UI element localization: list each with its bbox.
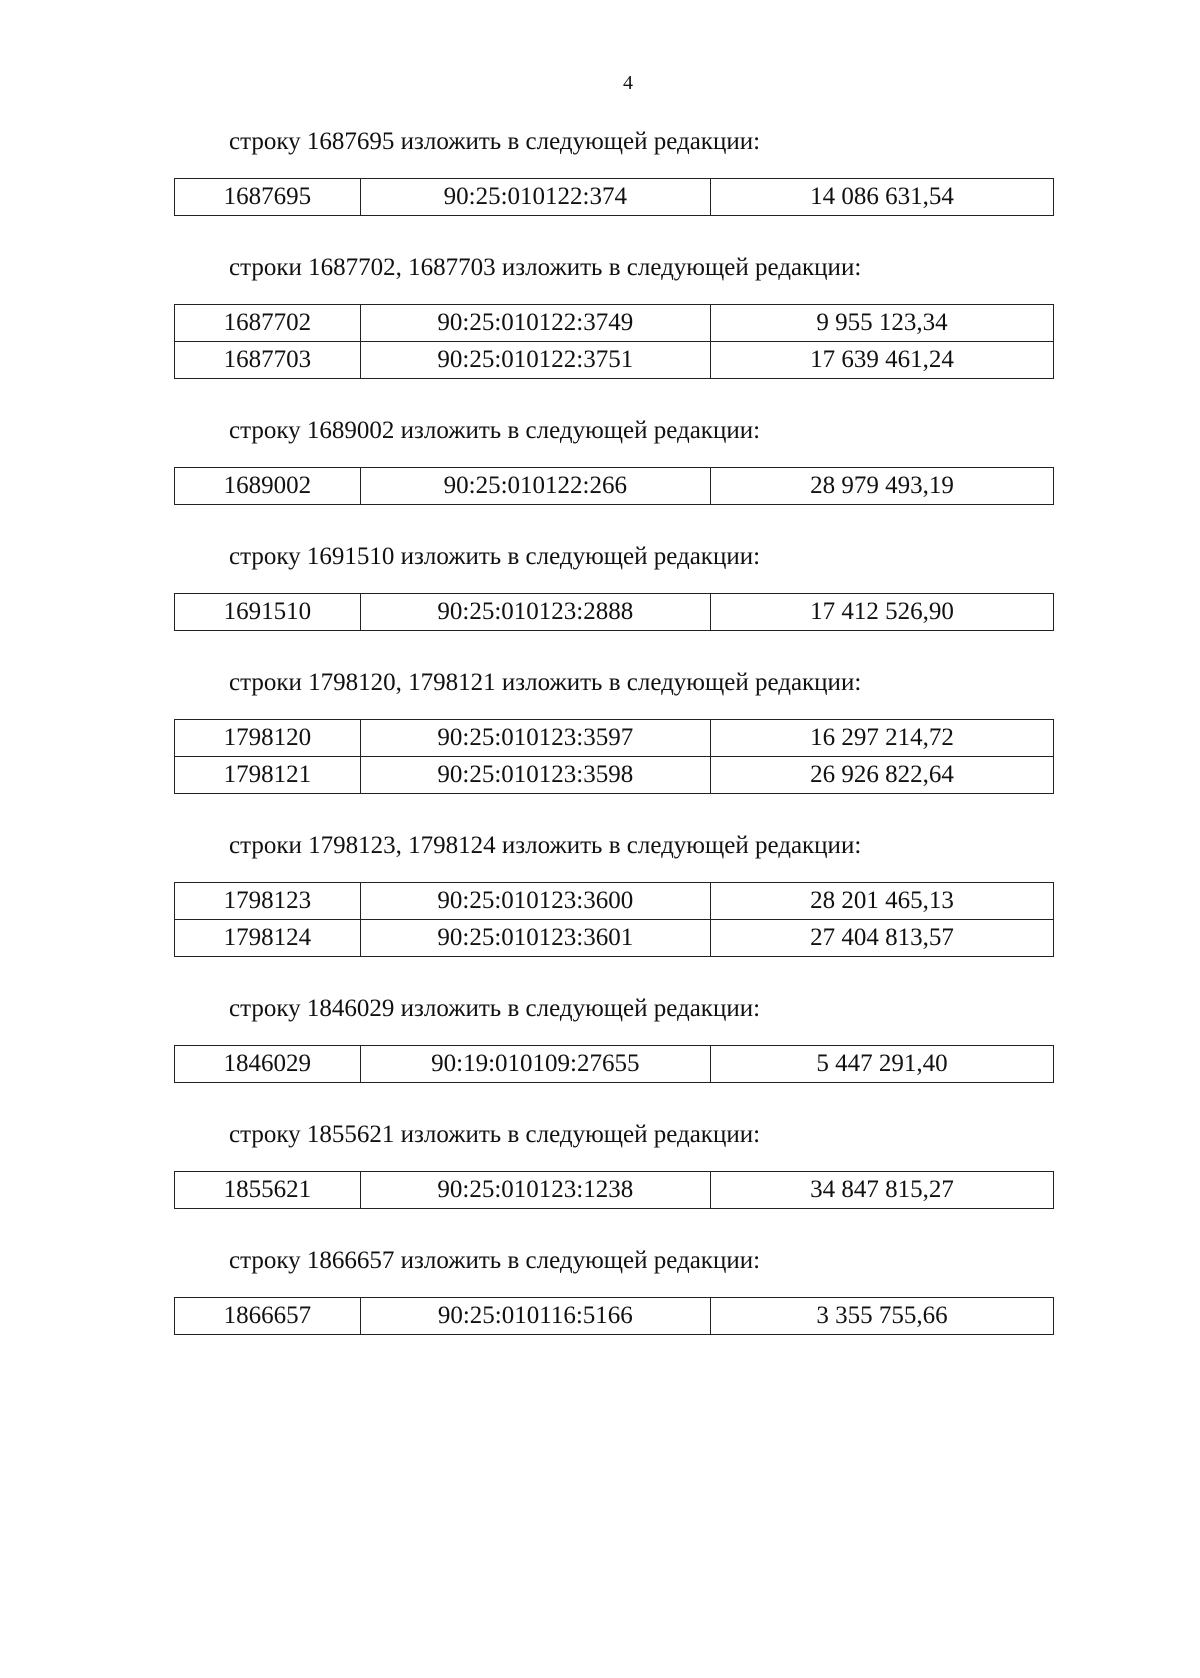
cadastral-number-cell: 90:25:010123:3601 (360, 920, 710, 957)
cadastral-number-cell: 90:25:010122:3749 (360, 305, 710, 342)
row-number-cell: 1855621 (175, 1172, 361, 1209)
amendment-section (0, 246, 1200, 379)
cadastral-number-cell: 90:25:010123:1238 (360, 1172, 710, 1209)
amendment-intro: строки 1798120, 1798121 изложить в следующей редакции: (229, 669, 862, 696)
cadastral-number-cell: 90:25:010116:5166 (360, 1298, 710, 1335)
row-number-cell: 1689002 (175, 468, 361, 505)
row-number-cell: 1798120 (175, 720, 361, 757)
amendment-intro: строку 1687695 изложить в следующей редакции: (229, 128, 761, 155)
amendment-table (174, 1297, 1054, 1335)
amendment-section (0, 987, 1200, 1083)
amendment-intro: строку 1689002 изложить в следующей редакции: (229, 417, 761, 444)
amendment-table (174, 719, 1054, 794)
amendment-table (174, 593, 1054, 631)
table-row (175, 1046, 1054, 1083)
amendment-table (174, 304, 1054, 379)
cadastral-value-cell: 9 955 123,34 (711, 305, 1054, 342)
table-row (175, 920, 1054, 957)
row-number-cell: 1687695 (175, 179, 361, 216)
cadastral-number-cell: 90:25:010123:3600 (360, 883, 710, 920)
cadastral-number-cell: 90:25:010123:3598 (360, 757, 710, 794)
table-row (175, 342, 1054, 379)
table-row (175, 468, 1054, 505)
amendment-table (174, 1045, 1054, 1083)
table-row (175, 720, 1054, 757)
table-row (175, 757, 1054, 794)
amendment-table (174, 882, 1054, 957)
row-number-cell: 1866657 (175, 1298, 361, 1335)
amendment-section (0, 535, 1200, 631)
cadastral-value-cell: 26 926 822,64 (711, 757, 1054, 794)
amendment-section (0, 409, 1200, 505)
amendment-intro: строку 1866657 изложить в следующей редакции: (229, 1247, 761, 1274)
row-number-cell: 1691510 (175, 594, 361, 631)
cadastral-value-cell: 3 355 755,66 (711, 1298, 1054, 1335)
cadastral-value-cell: 17 412 526,90 (711, 594, 1054, 631)
amendment-intro: строки 1798123, 1798124 изложить в следующей редакции: (229, 832, 862, 859)
row-number-cell: 1798121 (175, 757, 361, 794)
amendment-table (174, 1171, 1054, 1209)
amendment-intro: строку 1691510 изложить в следующей редакции: (229, 543, 761, 570)
table-row (175, 594, 1054, 631)
cadastral-value-cell: 27 404 813,57 (711, 920, 1054, 957)
cadastral-number-cell: 90:25:010122:374 (360, 179, 710, 216)
page-number: 4 (623, 72, 633, 94)
row-number-cell: 1798123 (175, 883, 361, 920)
table-row (175, 1172, 1054, 1209)
cadastral-number-cell: 90:25:010122:266 (360, 468, 710, 505)
cadastral-number-cell: 90:19:010109:27655 (360, 1046, 710, 1083)
cadastral-number-cell: 90:25:010123:3597 (360, 720, 710, 757)
cadastral-value-cell: 14 086 631,54 (711, 179, 1054, 216)
amendment-intro: строку 1846029 изложить в следующей редакции: (229, 995, 761, 1022)
row-number-cell: 1798124 (175, 920, 361, 957)
cadastral-number-cell: 90:25:010123:2888 (360, 594, 710, 631)
cadastral-value-cell: 16 297 214,72 (711, 720, 1054, 757)
cadastral-value-cell: 5 447 291,40 (711, 1046, 1054, 1083)
table-row (175, 1298, 1054, 1335)
cadastral-value-cell: 28 201 465,13 (711, 883, 1054, 920)
amendment-section (0, 120, 1200, 216)
amendment-table (174, 178, 1054, 216)
row-number-cell: 1687702 (175, 305, 361, 342)
table-row (175, 305, 1054, 342)
row-number-cell: 1687703 (175, 342, 361, 379)
amendment-intro: строки 1687702, 1687703 изложить в следующей редакции: (229, 254, 862, 281)
cadastral-value-cell: 17 639 461,24 (711, 342, 1054, 379)
table-row (175, 883, 1054, 920)
amendment-section (0, 661, 1200, 794)
amendment-table (174, 467, 1054, 505)
table-row (175, 179, 1054, 216)
amendment-section (0, 824, 1200, 957)
amendment-intro: строку 1855621 изложить в следующей редакции: (229, 1121, 761, 1148)
amendment-section (0, 1239, 1200, 1335)
amendments-list (0, 120, 1200, 1365)
cadastral-number-cell: 90:25:010122:3751 (360, 342, 710, 379)
row-number-cell: 1846029 (175, 1046, 361, 1083)
amendment-section (0, 1113, 1200, 1209)
cadastral-value-cell: 28 979 493,19 (711, 468, 1054, 505)
cadastral-value-cell: 34 847 815,27 (711, 1172, 1054, 1209)
